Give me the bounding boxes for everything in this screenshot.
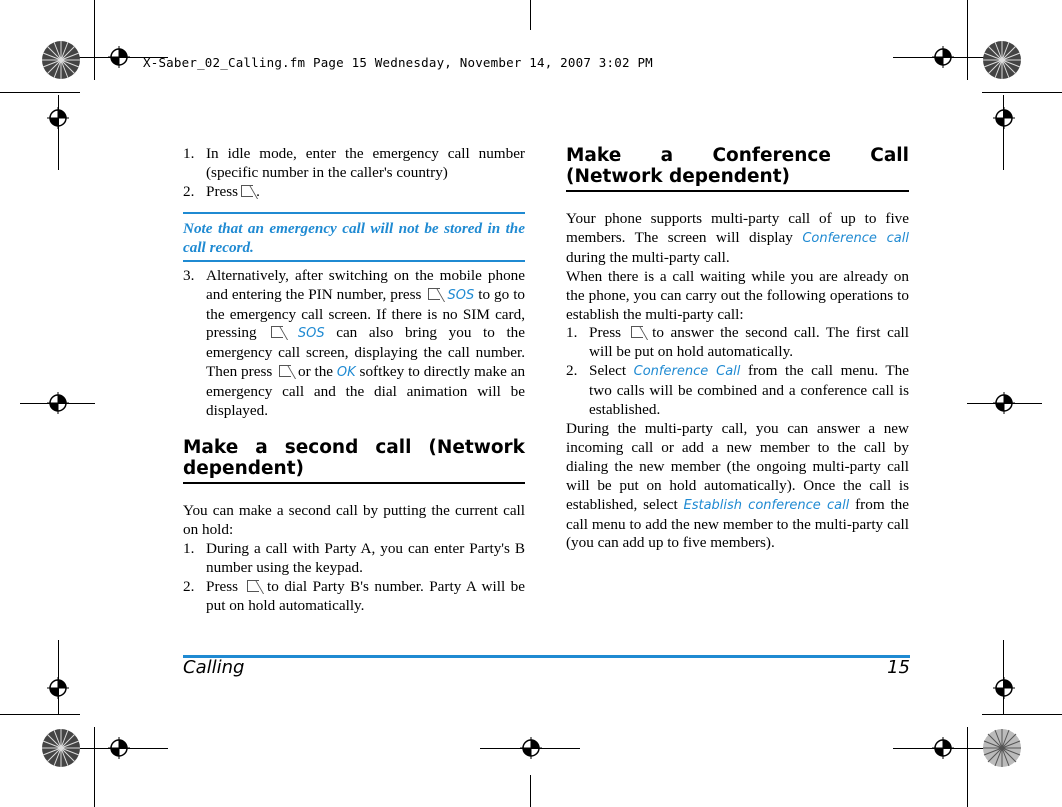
step-text: Press: [206, 577, 239, 595]
establish-conference-keyword: Establish conference call: [683, 497, 850, 513]
crop-mark: [967, 0, 968, 80]
paragraph-text: During the multi-party call, you can answer a new incoming call or add a new member to the call by dialing the new member (the ongoing multi-party call will be put on hold automatically). Once the call is established, select: [566, 419, 909, 513]
star-target-icon: [41, 40, 81, 80]
emergency-steps-continued: [183, 267, 525, 421]
step-text: to answer the second call. The first call will be put on hold automatically.: [589, 324, 909, 361]
registration-mark: [47, 107, 69, 129]
softkey-icon: [271, 326, 283, 338]
list-item: [183, 267, 525, 421]
call-key-icon: [631, 326, 643, 338]
crop-mark: [94, 0, 95, 80]
ok-keyword: OK: [336, 365, 356, 381]
step-number: 1.: [183, 539, 195, 557]
section-heading-second-call: Make a second call (Network dependent): [183, 437, 525, 484]
list-item: [183, 578, 525, 616]
call-key-icon: [279, 365, 291, 377]
crop-mark: [982, 92, 1062, 93]
sos-keyword: SOS: [447, 287, 475, 303]
step-number: 1.: [566, 324, 578, 342]
section-heading-conference: Make a Conference Call (Network dependent): [566, 145, 909, 192]
crop-mark: [967, 727, 968, 807]
crop-mark: [982, 714, 1062, 715]
crop-mark: [530, 775, 531, 807]
registration-mark: [47, 392, 69, 414]
list-item: [183, 145, 525, 183]
step-text: from the call menu. The two calls will be combined and a conference call is established.: [589, 362, 909, 419]
step-number: 2.: [183, 182, 195, 200]
page-number: 15: [887, 657, 910, 678]
crop-mark: [0, 92, 80, 93]
step-number: 3.: [183, 266, 195, 284]
step-text: Press: [206, 182, 239, 200]
footer-rule: [183, 655, 910, 658]
right-column: [566, 145, 909, 553]
paragraph: [566, 420, 909, 553]
conference-call-keyword: Conference Call: [633, 364, 741, 380]
registration-mark: [108, 46, 130, 68]
paragraph: When there is a call waiting while you are already on the phone, you can carry out the following operations to establish the multi-party call:: [566, 267, 909, 323]
step-text: softkey to directly make an emergency call and the dial animation will be displayed.: [206, 363, 526, 420]
step-text: .: [256, 182, 260, 200]
call-key-icon: [247, 580, 259, 592]
emergency-steps: [183, 145, 525, 202]
star-target-icon: [982, 40, 1022, 80]
step-text: During a call with Party A, you can enter Party's B number using the keypad.: [206, 539, 525, 576]
registration-mark: [520, 737, 542, 759]
step-text: to go to the emergency call screen. If there is no SIM card, pressing: [206, 285, 526, 342]
registration-mark: [932, 46, 954, 68]
registration-mark: [993, 677, 1015, 699]
step-text: can also bring you to the emergency call screen, displaying the call number. Then press: [206, 324, 525, 381]
list-item: [566, 324, 909, 362]
crop-mark: [94, 727, 95, 807]
list-item: [183, 183, 525, 202]
paragraph: [566, 210, 909, 268]
softkey-icon: [428, 288, 440, 300]
registration-mark: [108, 737, 130, 759]
step-text: In idle mode, enter the emergency call number (specific number in the caller's country): [206, 145, 525, 181]
step-text: Alternatively, after switching on the mobile phone and entering the PIN number, press: [206, 266, 525, 303]
footer-section-title: Calling: [183, 657, 245, 678]
crop-mark: [530, 0, 531, 30]
registration-mark: [993, 107, 1015, 129]
step-number: 1.: [183, 145, 195, 162]
call-key-icon: [241, 185, 253, 197]
star-target-icon: [41, 728, 81, 768]
step-text: or the: [297, 363, 334, 381]
step-text: Select: [589, 362, 627, 380]
sos-keyword: SOS: [297, 326, 325, 342]
crop-mark: [0, 714, 80, 715]
star-target-icon: [982, 728, 1022, 768]
conference-call-keyword: Conference call: [802, 230, 910, 246]
step-text: Press: [589, 324, 622, 342]
step-number: 2.: [183, 577, 195, 595]
paragraph-text: during the multi-party call.: [566, 248, 730, 266]
conference-steps: [566, 324, 909, 420]
second-call-steps: [183, 540, 525, 616]
registration-mark: [932, 737, 954, 759]
list-item: [183, 540, 525, 578]
step-text: to dial Party B's number. Party A will be put on hold automatically.: [206, 577, 525, 614]
print-slug: X-Saber_02_Calling.fm Page 15 Wednesday, November 14, 2007 3:02 PM: [143, 55, 653, 70]
list-item: [566, 362, 909, 420]
emergency-note: Note that an emergency call will not be stored in the call record.: [183, 212, 525, 262]
registration-mark: [47, 677, 69, 699]
paragraph-text: from the call menu to add the new member to the multi-party call (you can add up to five members).: [566, 495, 909, 552]
second-call-intro: You can make a second call by putting the current call on hold:: [183, 501, 525, 538]
left-column: [183, 145, 525, 615]
paragraph-text: Your phone supports multi-party call of up to five members. The screen will display: [566, 210, 909, 246]
step-number: 2.: [566, 362, 578, 380]
registration-mark: [993, 392, 1015, 414]
